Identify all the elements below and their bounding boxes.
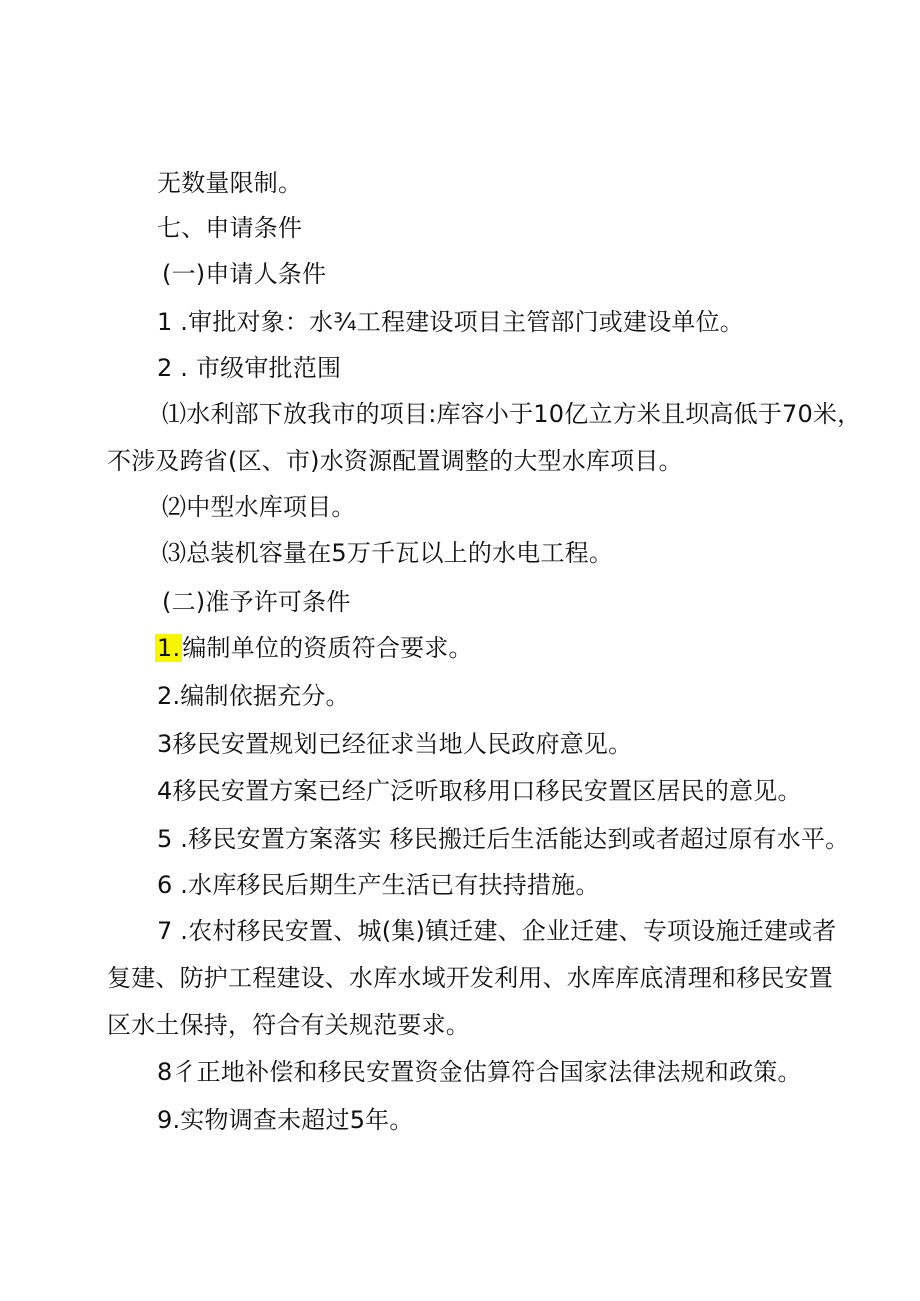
paragraph-text: 无数量限制。 (157, 169, 303, 197)
list-item: 4移民安置方案已经广泛听取移用口移民安置区居民的意见。 (157, 777, 802, 805)
list-item: 7 .农村移民安置、城(集)镇迁建、企业迁建、专项设施迁建或者 (157, 917, 837, 945)
paragraph-text: 复建、防护工程建设、水库水域开发利用、水库库底清理和移民安置 (107, 964, 833, 992)
list-item: 5 .移民安置方案落实 移民搬迁后生活能达到或者超过原有水平。 (157, 825, 850, 853)
list-item (155, 631, 473, 665)
list-item-text: 编制单位的资质符合要求。 (182, 634, 473, 662)
list-item: 3移民安置规划已经征求当地人民政府意见。 (157, 730, 633, 758)
section-heading: 七、申请条件 (157, 214, 303, 242)
paragraph-text: 区水土保持，符合有关规范要求。 (107, 1011, 470, 1039)
list-item: 2 . 市级审批范围 (157, 354, 342, 382)
highlighted-list-marker: 1. (157, 634, 181, 662)
list-item: 6 .水库移民后期生产生活已有扶持措施。 (157, 871, 600, 899)
list-item: ⑴水利部下放我市的项目:库容小于10亿立方米且坝高低于70米， (162, 400, 862, 428)
list-item: 2.编制依据充分。 (157, 682, 350, 710)
list-item: 1 .审批对象：水¾工程建设项目主管部门或建设单位。 (157, 308, 744, 336)
list-item: ⑶总装机容量在5万千瓦以上的水电工程。 (162, 539, 614, 567)
list-item: ⑵中型水库项目。 (162, 493, 356, 521)
subsection-heading: (二)准予许可条件 (162, 588, 351, 616)
list-item: 9.实物调查未超过5年。 (157, 1106, 414, 1134)
list-item: 8彳正地补偿和移民安置资金估算符合国家法律法规和政策。 (157, 1058, 802, 1086)
subsection-heading: (一)申请人条件 (162, 260, 327, 288)
paragraph-text: 不涉及跨省(区、市)水资源配置调整的大型水库项目。 (107, 447, 683, 475)
